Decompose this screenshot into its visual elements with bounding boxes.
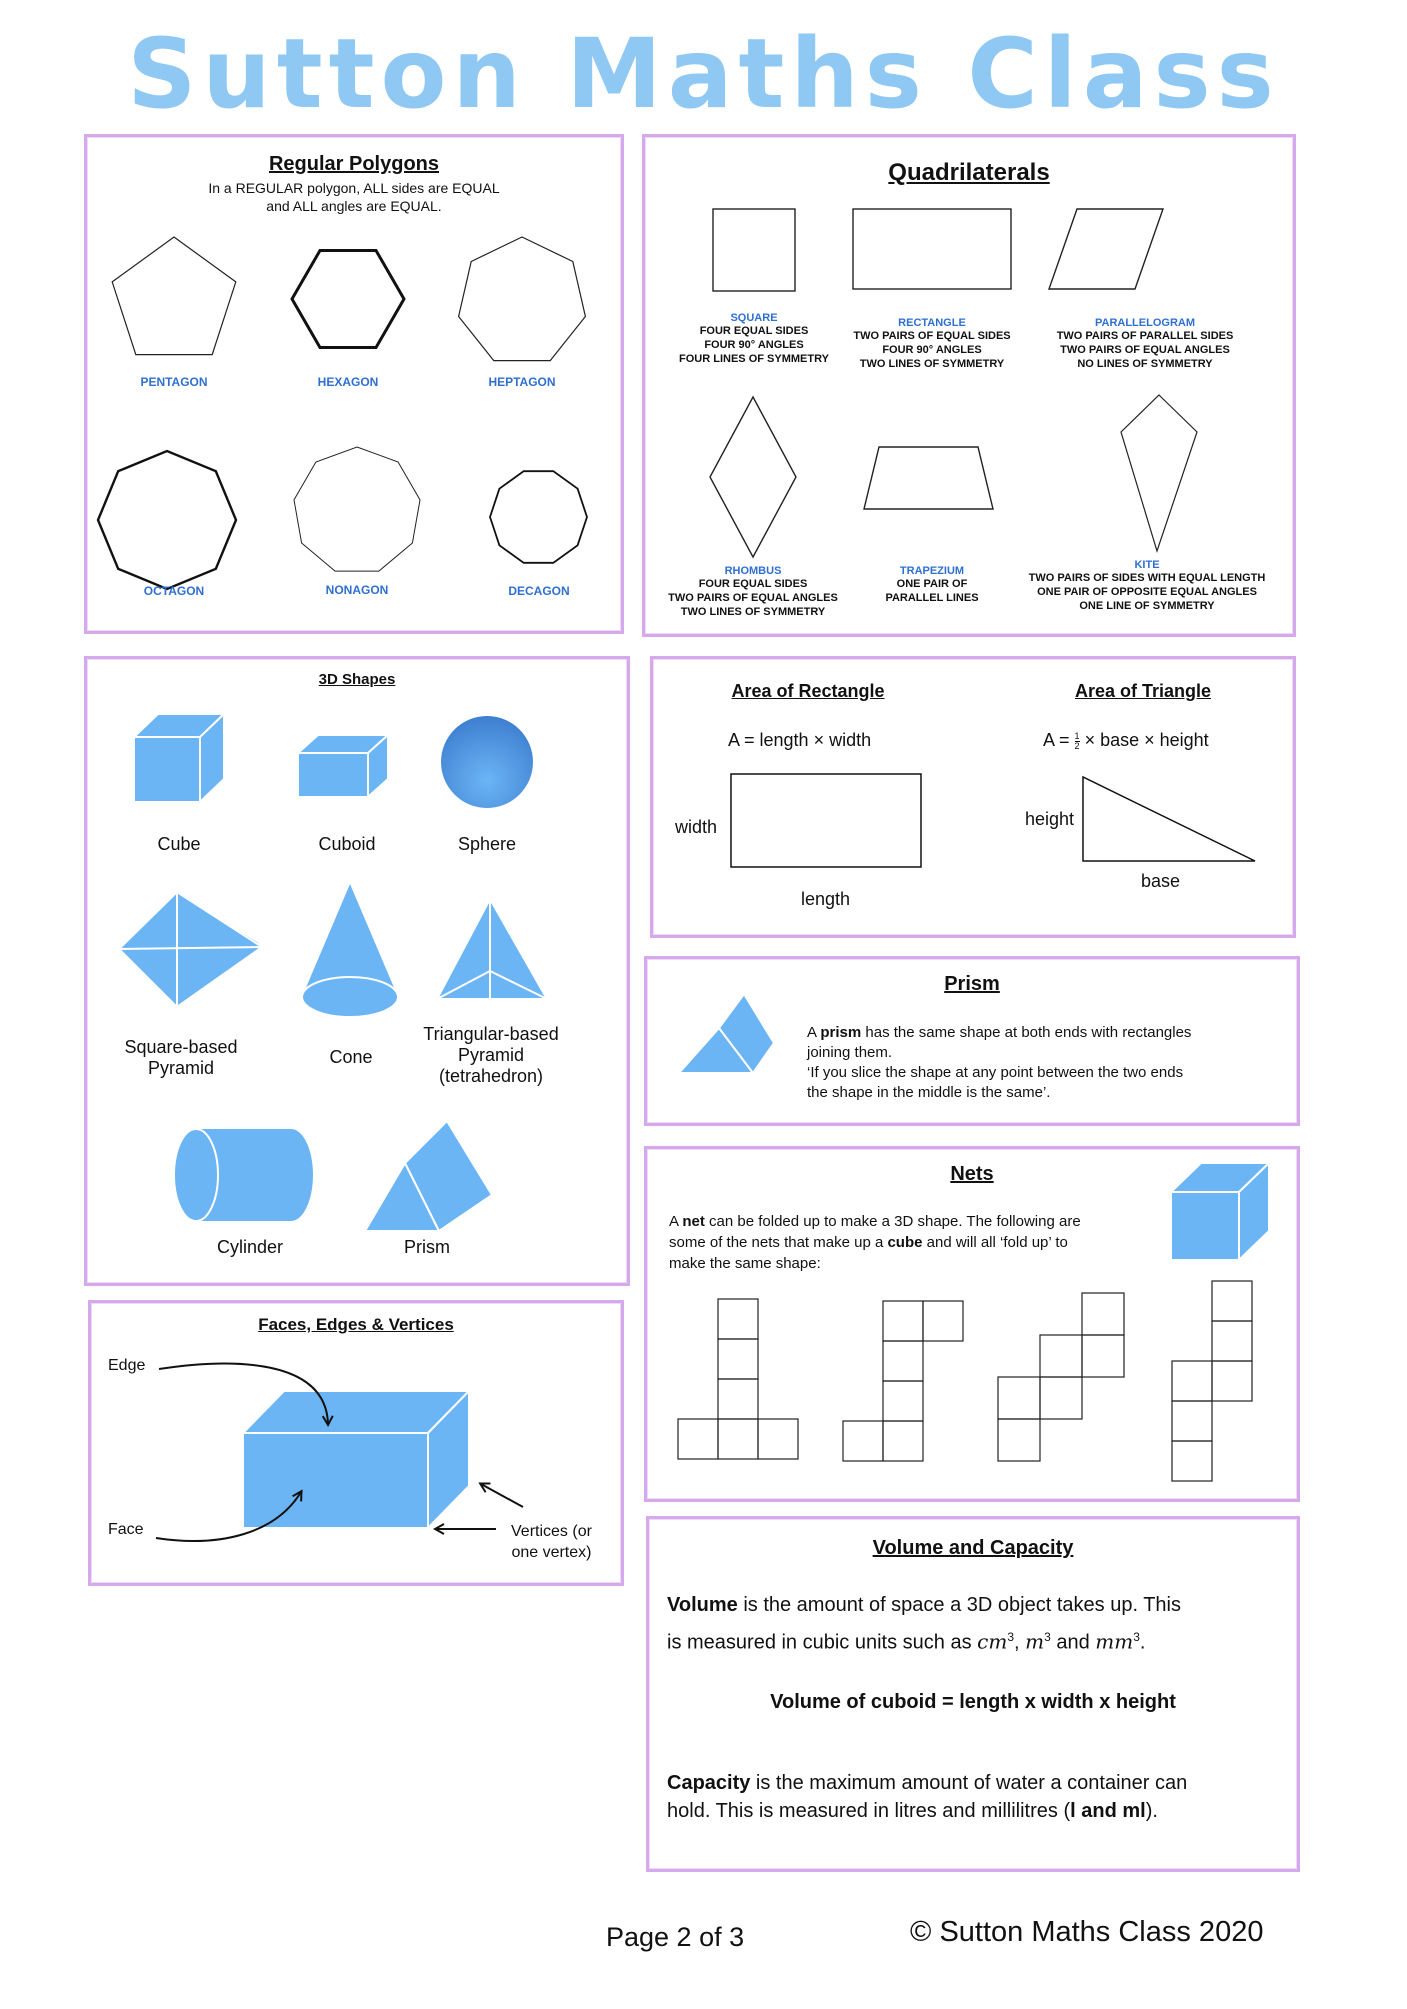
area-drawings [653,659,1293,939]
regular-polygons-panel [84,134,624,634]
fev-title: Faces, Edges & Vertices [258,1315,454,1334]
quadrilaterals-panel [642,134,1296,637]
rect-length-label: length [801,889,851,909]
faces-edges-vertices-panel [88,1300,624,1586]
kite-shape [1121,395,1197,551]
trapezium-shape [864,447,993,509]
pentagon-shape [112,237,236,355]
cone-label: Cone [329,1047,373,1067]
decagon-shape-main [490,471,587,563]
quadrilaterals-title: Quadrilaterals [888,159,1050,186]
square-shape [713,209,795,291]
area-rectangle-title: Area of Rectangle [731,681,885,701]
regular-polygons-title: Regular Polygons [268,153,440,175]
edge-label: Edge [108,1357,146,1374]
kite-caption: KITE TWO PAIRS OF SIDES WITH EQUAL LENGTH ONE PAIR OF OPPOSITE EQUAL ANGLES ONE LINE OF SYMMETRY [1028,559,1266,612]
octagon-label: OCTAGON [143,584,205,598]
volume-capacity-panel [646,1516,1300,1872]
shapes-3d-title: 3D Shapes [318,671,396,688]
rhombus-caption: RHOMBUS FOUR EQUAL SIDES TWO PAIRS OF EQUAL ANGLES TWO LINES OF SYMMETRY [668,565,838,618]
net-4 [1172,1281,1252,1481]
vertex-arrow-1 [481,1484,523,1507]
parallelogram-caption: PARALLELOGRAM TWO PAIRS OF PARALLEL SIDES TWO PAIRS OF EQUAL ANGLES NO LINES OF SYMMETRY [1056,317,1234,370]
cylinder-label: Cylinder [216,1237,284,1257]
sphere-shape [441,716,533,808]
cuboid-shape [298,735,388,797]
cuboid-label: Cuboid [318,834,376,854]
prism-panel [644,956,1300,1126]
pentagon-label: PENTAGON [140,375,208,389]
tetrahedron-label: Triangular-based Pyramid (tetrahedron) [423,1024,559,1086]
tri-formula: A = $\frac{1}{2}$ × base × height [1043,730,1209,751]
rectangle-shape [853,209,1011,289]
copyright-icon: © [910,1916,932,1948]
net-3 [998,1293,1124,1461]
tri-height-label: height [1025,809,1075,829]
rect-width-label: width [675,817,718,837]
net-2 [843,1301,963,1461]
heptagon-shape [459,237,586,361]
rhombus-shape [710,397,796,557]
decagon-label: DECAGON [508,584,570,598]
capacity-description: Capacity is the maximum amount of water a container can hold. This is measured in litres and millilitres (l and ml). [667,1772,1188,1822]
square-pyramid-shape [119,892,262,1007]
face-label: Face [108,1521,144,1538]
octagon-shape [98,451,236,589]
nets-drawings [647,1149,1297,1505]
heptagon-label: HEPTAGON [488,375,556,389]
cube-label: Cube [157,834,201,854]
vertices-label: Vertices (or one vertex) [511,1523,592,1561]
cone-shape [302,884,398,1017]
page-number: Page 2 of 3 [606,1922,745,1952]
square-caption: SQUARE FOUR EQUAL SIDES FOUR 90° ANGLES FOUR LINES OF SYMMETRY [679,312,829,365]
volume-description: Volume is the amount of space a 3D object takes up. This is measured in cubic units such as $cm^3$, $m^3$ and $mm^3$. [667,1594,1181,1654]
net-1 [678,1299,798,1459]
nets-panel [644,1146,1300,1502]
tetrahedron-shape [437,899,547,999]
cuboid-diagram [243,1391,469,1528]
nonagon-label: NONAGON [325,583,389,597]
area-rectangle-shape [731,774,921,867]
cube-shape [134,714,224,802]
sphere-label: Sphere [457,834,517,854]
regular-polygons-intro: In a REGULAR polygon, ALL sides are EQUAL and ALL angles are EQUAL. [208,180,500,214]
nets-title: Nets [950,1163,994,1185]
rect-formula: A = length × width [728,730,872,750]
volume-formula: Volume of cuboid = length x width x height [770,1691,1176,1713]
rectangle-caption: RECTANGLE TWO PAIRS OF EQUAL SIDES FOUR 90° ANGLES TWO LINES OF SYMMETRY [853,317,1011,370]
area-triangle-shape [1083,777,1255,861]
volume-title: Volume and Capacity [872,1537,1074,1559]
parallelogram-shape [1049,209,1163,289]
shapes-3d-panel [84,656,630,1286]
prism-3d-shape [365,1121,492,1231]
shapes-3d-drawings [87,659,627,1289]
tri-base-label: base [1141,871,1181,891]
copyright: © Sutton Maths Class 2020 [910,1916,1264,1948]
prism-title: Prism [944,973,1000,995]
nets-description: A net can be folded up to make a 3D shape. The following are some of the nets that make up a cube and will all ‘fold up’ to make the same shape: [669,1213,1081,1272]
hexagon-shape [292,251,404,348]
page-title: Sutton Maths Class [127,18,1280,130]
nonagon-shape [294,447,420,571]
prism-label: Prism [404,1237,450,1257]
hexagon-label: HEXAGON [317,375,379,389]
cylinder-shape [174,1129,313,1221]
area-triangle-title: Area of Triangle [1074,681,1212,701]
prism-description: A prism has the same shape at both ends with rectangles joining them. ‘If you slice the shape at any point between the two ends the shape in the middle is the same’. [807,1024,1192,1101]
square-pyramid-label: Square-based Pyramid [124,1037,238,1078]
trapezium-caption: TRAPEZIUM ONE PAIR OF PARALLEL LINES [885,565,979,604]
area-panel [650,656,1296,938]
net-cube-icon [1171,1163,1269,1260]
